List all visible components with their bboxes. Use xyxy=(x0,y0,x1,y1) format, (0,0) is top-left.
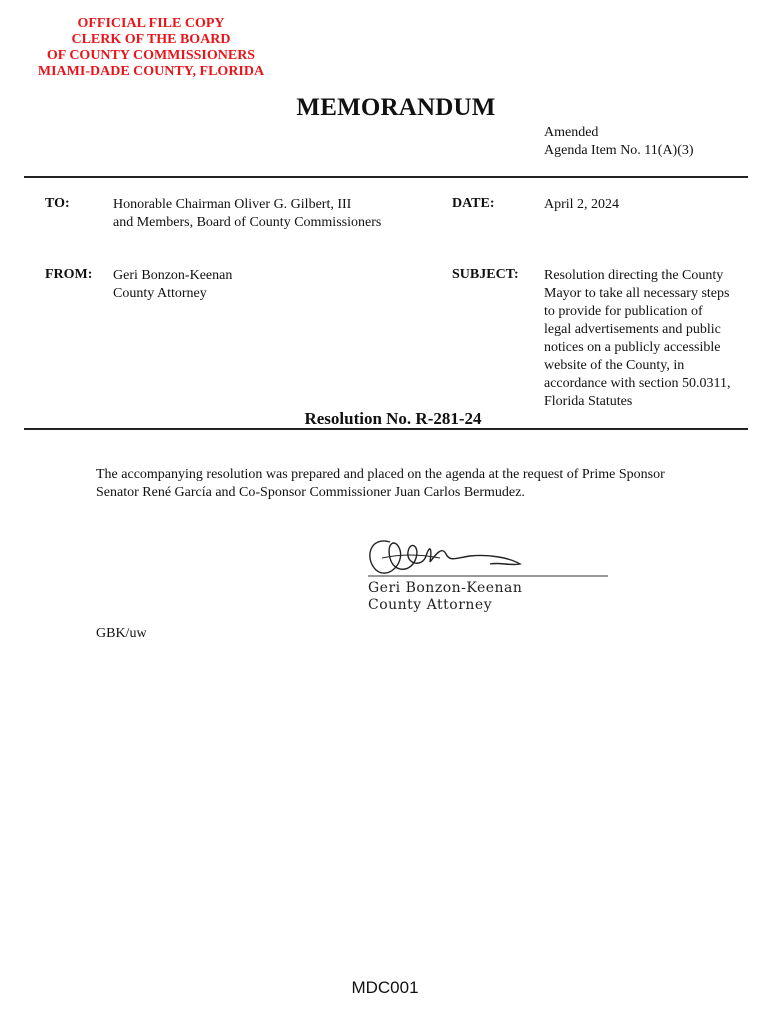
subject-line: legal advertisements and public xyxy=(544,322,721,337)
signer-name: Geri Bonzon-Keenan xyxy=(368,580,523,596)
stamp-line: OFFICIAL FILE COPY xyxy=(77,16,225,31)
stamp-line: CLERK OF THE BOARD xyxy=(71,32,231,47)
page-identifier: MDC001 xyxy=(351,978,419,997)
from-label: FROM: xyxy=(45,267,93,282)
from-line: County Attorney xyxy=(113,286,207,301)
stamp-line: MIAMI-DADE COUNTY, FLORIDA xyxy=(37,64,265,79)
signature-block xyxy=(368,580,522,614)
handwritten-signature xyxy=(360,528,620,588)
official-file-copy-stamp xyxy=(20,16,282,80)
subject-value xyxy=(544,267,759,411)
subject-line: Mayor to take all necessary steps xyxy=(544,286,730,301)
to-value xyxy=(113,196,381,232)
resolution-number: Resolution No. R-281-24 xyxy=(304,409,482,428)
subject-line: notices on a publicly accessible xyxy=(544,340,721,355)
subject-line: Resolution directing the County xyxy=(544,268,724,283)
memo-title: MEMORANDUM xyxy=(296,94,496,121)
subject-line: website of the County, in xyxy=(544,358,685,373)
memo-body xyxy=(96,466,736,502)
date-label: DATE: xyxy=(452,196,495,211)
to-line: Honorable Chairman Oliver G. Gilbert, III xyxy=(113,197,352,212)
agenda-item-number: Agenda Item No. 11(A)(3) xyxy=(544,143,694,158)
from-line: Geri Bonzon-Keenan xyxy=(113,268,233,283)
signer-title: County Attorney xyxy=(368,597,493,613)
body-line: Senator René García and Co-Sponsor Commissioner Juan Carlos Bermudez. xyxy=(96,485,525,500)
stamp-line: OF COUNTY COMMISSIONERS xyxy=(46,48,256,63)
date-value: April 2, 2024 xyxy=(544,197,620,212)
body-line: The accompanying resolution was prepared and placed on the agenda at the request of Prime Sponsor xyxy=(96,467,665,482)
resolution-divider xyxy=(24,428,748,430)
amended-label: Amended xyxy=(544,125,599,140)
subject-label: SUBJECT: xyxy=(452,267,519,282)
to-label: TO: xyxy=(45,196,70,211)
subject-line: Florida Statutes xyxy=(544,394,633,409)
subject-line: to provide for publication of xyxy=(544,304,703,319)
from-value xyxy=(113,267,232,303)
header-divider xyxy=(24,176,748,178)
agenda-info xyxy=(544,124,694,160)
to-line: and Members, Board of County Commissioners xyxy=(113,215,382,230)
subject-line: accordance with section 50.0311, xyxy=(544,376,731,391)
typist-initials: GBK/uw xyxy=(96,626,147,641)
